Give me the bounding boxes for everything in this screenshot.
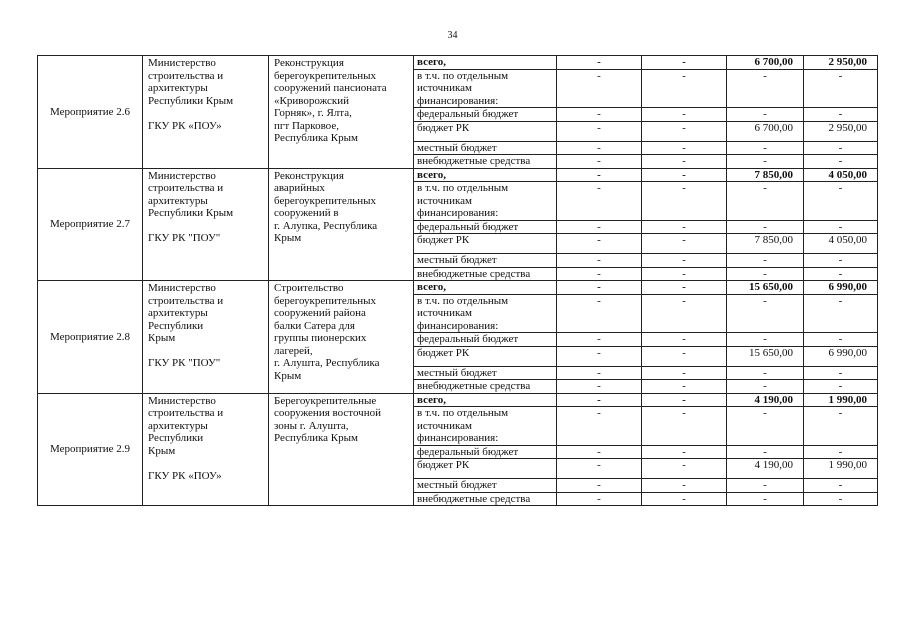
value-cell-4: 1 990,00 — [804, 393, 878, 407]
org-line — [148, 457, 264, 470]
total-row — [38, 281, 878, 295]
responsible-org-cell — [143, 393, 269, 506]
value-cell-2: - — [642, 407, 727, 446]
value-cell-1: - — [557, 56, 642, 70]
org-line: ГКУ РК «ПОУ» — [148, 469, 222, 482]
value-cell-3: 7 850,00 — [727, 168, 804, 182]
value-cell-3: - — [727, 182, 804, 221]
table-body — [38, 56, 878, 506]
object-line: сооружений пансионата — [274, 82, 387, 94]
value-cell-4: 6 990,00 — [804, 346, 878, 366]
value-cell-2: - — [642, 254, 727, 268]
value-cell-4: - — [804, 69, 878, 108]
value-cell-2: - — [642, 182, 727, 221]
value-cell-1: - — [557, 168, 642, 182]
value-cell-4: - — [804, 220, 878, 234]
value-cell-1: - — [557, 155, 642, 169]
org-line: архитектуры — [148, 419, 208, 432]
value-cell-3: - — [727, 254, 804, 268]
value-cell-3: - — [727, 69, 804, 108]
value-cell-4: - — [804, 108, 878, 122]
org-line: Республики Крым — [148, 207, 234, 219]
value-cell-2: - — [642, 294, 727, 333]
funding-source-label: всего, — [414, 393, 557, 407]
funding-source-label: внебюджетные средства — [414, 155, 557, 169]
value-cell-3: - — [727, 294, 804, 333]
value-cell-1: - — [557, 121, 642, 141]
funding-source-line: финансирования: — [417, 432, 499, 444]
object-line: Берегоукрепительные — [274, 394, 377, 407]
value-cell-3: - — [727, 380, 804, 394]
funding-source-label: местный бюджет — [414, 366, 557, 380]
value-cell-4: - — [804, 182, 878, 221]
value-cell-3: - — [727, 267, 804, 281]
total-row — [38, 56, 878, 70]
value-cell-4: - — [804, 380, 878, 394]
value-cell-2: - — [642, 141, 727, 155]
funding-source-label: внебюджетные средства — [414, 267, 557, 281]
value-cell-4: - — [804, 445, 878, 459]
value-cell-2: - — [642, 121, 727, 141]
value-cell-1: - — [557, 346, 642, 366]
value-cell-1: - — [557, 108, 642, 122]
object-line: сооружения восточной — [274, 407, 381, 419]
value-cell-2: - — [642, 155, 727, 169]
value-cell-2: - — [642, 267, 727, 281]
value-cell-1: - — [557, 366, 642, 380]
value-cell-4: - — [804, 141, 878, 155]
value-cell-4: - — [804, 155, 878, 169]
value-cell-3: - — [727, 155, 804, 169]
value-cell-3: 6 700,00 — [727, 121, 804, 141]
value-cell-1: - — [557, 333, 642, 347]
org-line: строительства и — [148, 182, 224, 194]
org-line: Министерство — [148, 282, 216, 294]
value-cell-2: - — [642, 168, 727, 182]
event-cell: Мероприятие 2.8 — [38, 281, 143, 394]
funding-source-label: бюджет РК — [414, 121, 557, 141]
object-line: Крым — [274, 369, 302, 382]
object-line: «Криворожский — [274, 94, 349, 107]
funding-source-label: внебюджетные средства — [414, 380, 557, 394]
object-line: Строительство — [274, 282, 344, 294]
value-cell-2: - — [642, 366, 727, 380]
value-cell-1: - — [557, 141, 642, 155]
value-cell-4: - — [804, 492, 878, 506]
funding-source-label: федеральный бюджет — [414, 445, 557, 459]
funding-table — [37, 55, 878, 506]
funding-source-label: федеральный бюджет — [414, 333, 557, 347]
object-line: лагерей, — [274, 344, 313, 357]
value-cell-4: 1 990,00 — [804, 459, 878, 479]
object-line: балки Сатера для — [274, 319, 355, 332]
org-line: Республики Крым — [148, 94, 234, 107]
value-cell-2: - — [642, 492, 727, 506]
value-cell-3: 4 190,00 — [727, 393, 804, 407]
value-cell-3: - — [727, 108, 804, 122]
funding-source-line: источникам — [417, 82, 472, 94]
object-line: группы пионерских — [274, 332, 367, 344]
object-line: аварийных — [274, 182, 325, 194]
org-line: Республики — [148, 319, 204, 332]
value-cell-1: - — [557, 254, 642, 268]
event-cell: Мероприятие 2.6 — [38, 56, 143, 169]
object-line: Реконструкция — [274, 169, 344, 182]
funding-source-line: источникам — [417, 419, 472, 432]
value-cell-1: - — [557, 220, 642, 234]
object-line: г. Алушта, Республика — [274, 357, 380, 369]
value-cell-2: - — [642, 234, 727, 254]
value-cell-3: 15 650,00 — [727, 346, 804, 366]
value-cell-3: 4 190,00 — [727, 459, 804, 479]
value-cell-3: - — [727, 141, 804, 155]
value-cell-3: - — [727, 366, 804, 380]
org-line: Республики — [148, 432, 204, 444]
value-cell-2: - — [642, 281, 727, 295]
value-cell-3: 15 650,00 — [727, 281, 804, 295]
funding-source-line: в т.ч. по отдельным — [417, 407, 509, 419]
org-line — [148, 345, 264, 358]
funding-source-label: местный бюджет — [414, 479, 557, 493]
org-line: ГКУ РК "ПОУ" — [148, 357, 221, 369]
value-cell-1: - — [557, 459, 642, 479]
value-cell-1: - — [557, 182, 642, 221]
value-cell-1: - — [557, 281, 642, 295]
funding-source-label: местный бюджет — [414, 141, 557, 155]
value-cell-2: - — [642, 333, 727, 347]
object-line: берегоукрепительных — [274, 194, 377, 207]
value-cell-4: - — [804, 366, 878, 380]
funding-source-line: финансирования: — [417, 94, 499, 107]
org-line: Крым — [148, 332, 176, 344]
object-line: пгт Парковое, — [274, 119, 339, 132]
value-cell-2: - — [642, 346, 727, 366]
funding-source-label: бюджет РК — [414, 459, 557, 479]
org-line: строительства и — [148, 407, 224, 419]
value-cell-1: - — [557, 479, 642, 493]
object-line: Республика Крым — [274, 432, 358, 444]
value-cell-3: - — [727, 445, 804, 459]
object-line: Крым — [274, 232, 302, 244]
value-cell-1: - — [557, 445, 642, 459]
funding-source-line: в т.ч. по отдельным — [417, 69, 509, 82]
object-description-cell — [269, 393, 414, 506]
org-line: Министерство — [148, 394, 216, 407]
org-line: строительства и — [148, 69, 224, 82]
org-line: ГКУ РК "ПОУ" — [148, 232, 221, 244]
object-line: сооружений в — [274, 207, 339, 219]
object-line: зоны г. Алушта, — [274, 419, 349, 432]
value-cell-2: - — [642, 56, 727, 70]
value-cell-4: 2 950,00 — [804, 56, 878, 70]
funding-source-label: местный бюджет — [414, 254, 557, 268]
org-line: Крым — [148, 444, 176, 457]
funding-source-line: финансирования: — [417, 207, 499, 219]
funding-source-label: федеральный бюджет — [414, 220, 557, 234]
funding-source-label: бюджет РК — [414, 234, 557, 254]
value-cell-4: - — [804, 267, 878, 281]
funding-source-line: источникам — [417, 307, 472, 319]
funding-source-line: в т.ч. по отдельным — [417, 182, 509, 194]
org-line: архитектуры — [148, 82, 208, 94]
object-description-cell — [269, 281, 414, 394]
value-cell-2: - — [642, 380, 727, 394]
funding-source-label: всего, — [414, 56, 557, 70]
object-line: берегоукрепительных — [274, 69, 377, 82]
value-cell-2: - — [642, 479, 727, 493]
value-cell-2: - — [642, 69, 727, 108]
funding-source-label — [414, 182, 557, 221]
org-line: Министерство — [148, 169, 216, 182]
org-line: архитектуры — [148, 307, 208, 319]
value-cell-2: - — [642, 108, 727, 122]
total-row — [38, 393, 878, 407]
funding-source-label: всего, — [414, 281, 557, 295]
value-cell-4: - — [804, 479, 878, 493]
value-cell-4: - — [804, 407, 878, 446]
value-cell-2: - — [642, 445, 727, 459]
funding-source-label: внебюджетные средства — [414, 492, 557, 506]
value-cell-1: - — [557, 294, 642, 333]
funding-source-label — [414, 407, 557, 446]
value-cell-4: 6 990,00 — [804, 281, 878, 295]
value-cell-4: - — [804, 333, 878, 347]
org-line: архитектуры — [148, 194, 208, 207]
org-line: строительства и — [148, 294, 224, 307]
funding-source-label: всего, — [414, 168, 557, 182]
value-cell-4: 4 050,00 — [804, 234, 878, 254]
value-cell-1: - — [557, 69, 642, 108]
object-line: Горняк», г. Ялта, — [274, 107, 352, 119]
value-cell-4: 2 950,00 — [804, 121, 878, 141]
value-cell-4: - — [804, 254, 878, 268]
funding-source-label: федеральный бюджет — [414, 108, 557, 122]
org-line: Министерство — [148, 57, 216, 69]
event-cell: Мероприятие 2.9 — [38, 393, 143, 506]
value-cell-1: - — [557, 393, 642, 407]
value-cell-1: - — [557, 407, 642, 446]
object-description-cell — [269, 56, 414, 169]
funding-source-label: бюджет РК — [414, 346, 557, 366]
value-cell-4: 4 050,00 — [804, 168, 878, 182]
value-cell-3: - — [727, 333, 804, 347]
value-cell-2: - — [642, 393, 727, 407]
value-cell-1: - — [557, 492, 642, 506]
value-cell-1: - — [557, 234, 642, 254]
funding-source-label — [414, 69, 557, 108]
value-cell-4: - — [804, 294, 878, 333]
object-line: г. Алупка, Республика — [274, 219, 378, 232]
value-cell-3: 6 700,00 — [727, 56, 804, 70]
object-description-cell — [269, 168, 414, 281]
value-cell-2: - — [642, 220, 727, 234]
funding-source-line: источникам — [417, 194, 472, 207]
value-cell-3: 7 850,00 — [727, 234, 804, 254]
object-line: Реконструкция — [274, 57, 344, 69]
value-cell-1: - — [557, 267, 642, 281]
value-cell-3: - — [727, 220, 804, 234]
responsible-org-cell — [143, 56, 269, 169]
object-line: Республика Крым — [274, 132, 358, 144]
total-row — [38, 168, 878, 182]
org-line — [148, 220, 264, 233]
event-cell: Мероприятие 2.7 — [38, 168, 143, 281]
object-line: берегоукрепительных — [274, 294, 377, 307]
funding-source-line: в т.ч. по отдельным — [417, 294, 509, 307]
value-cell-1: - — [557, 380, 642, 394]
object-line: сооружений района — [274, 307, 366, 319]
responsible-org-cell — [143, 168, 269, 281]
value-cell-3: - — [727, 479, 804, 493]
value-cell-3: - — [727, 407, 804, 446]
org-line — [148, 107, 264, 120]
value-cell-3: - — [727, 492, 804, 506]
funding-source-line: финансирования: — [417, 319, 499, 332]
funding-source-label — [414, 294, 557, 333]
value-cell-2: - — [642, 459, 727, 479]
org-line: ГКУ РК «ПОУ» — [148, 119, 222, 132]
responsible-org-cell — [143, 281, 269, 394]
page-number: 34 — [447, 30, 458, 41]
